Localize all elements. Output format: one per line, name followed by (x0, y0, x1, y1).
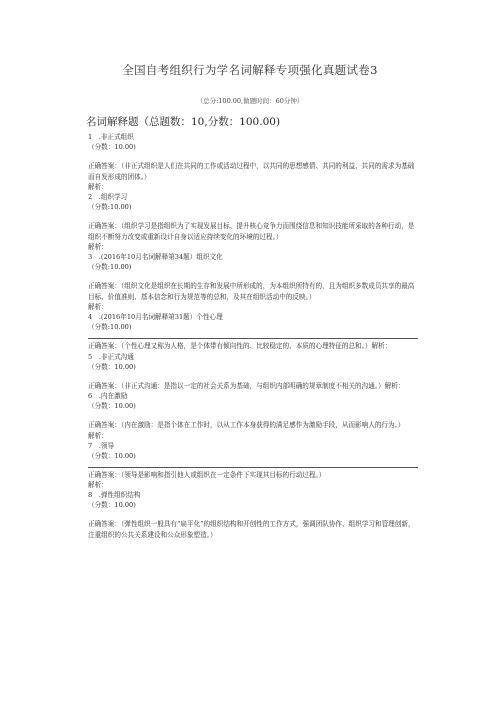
answer-text: 正确答案：（弹性组织一般具有“扁平化”的组织结构和开创性的工作方式，强调团队协作、组织学习和管理创新，注重组织的公共关系建设和公众形象塑造。） (88, 520, 415, 539)
question-title: 5 .非正式沟通 (88, 352, 134, 361)
question-title: 1 .非正式组织 (88, 133, 134, 141)
question-score: （分数：10.00) (88, 362, 136, 371)
question-score: （分数:10.00) (88, 323, 132, 331)
question-title: 2 .组织学习 (88, 193, 128, 201)
answer-text (88, 381, 418, 392)
analysis-label: 解析： (384, 381, 405, 390)
question-item (88, 312, 418, 352)
question-item (88, 490, 418, 540)
question-item (88, 132, 418, 192)
question-title: 4 .(2016年10月名词解释第31题）个性心理 (88, 313, 223, 321)
answer-text: 正确答案：（领导是影响和指引他人或组织在一定条件下实现其目标的行动过程。） (88, 467, 418, 481)
question-item (88, 192, 418, 252)
answer-text (88, 338, 418, 352)
question-score: （分数:10.00) (88, 263, 132, 271)
question-title: 6 .内在激励 (88, 392, 128, 400)
analysis-label: 解析： (88, 431, 108, 440)
analysis-label: 解析： (88, 183, 108, 191)
question-item (88, 441, 418, 491)
analysis-label: 解析： (88, 303, 108, 311)
answer-text: 正确答案：（组织学习是指组织为了实现发展目标、提升核心竞争力而围绕信息和知识技能所采取的各种行动，是组织不断努力改变或重新设计自身以适应持续变化的环境的过程。） (88, 222, 415, 241)
question-item (88, 352, 418, 392)
question-title: 8 .弹性组织结构 (88, 491, 141, 499)
answer-body: 正确答案：（非正式沟通：是指以一定的社会关系为基础，与组织内部明确的规章制度不相关的沟通。） (88, 381, 385, 390)
answer-text: 正确答案：（内在激励：是指个体在工作时，以从工作本身获得的满足感作为激励手段，从而影响人的行为。） (88, 421, 405, 429)
question-title: 3 .(2016年10月名词解释第34题）组织文化 (88, 253, 223, 261)
document-title: 全国自考组织行为学名词解释专项强化真题试卷3 (122, 63, 378, 77)
answer-text: 正确答案：（组织文化是组织在长期的生存和发展中所形成的，为本组织所特有的，且为组织多数成员共享的最高目标、价值准则、基本信念和行为规范等的总和，及其在组织活动中的反映。） (88, 282, 415, 301)
question-item (88, 252, 418, 312)
answer-body: 正确答案：（个性心理又称为人格，是个体带有倾向性的、比较稳定的、本质的心理特征的总和。） (88, 342, 372, 350)
question-list (88, 132, 418, 540)
exam-meta: （总分:100.00,做题时间：60分钟） (196, 97, 304, 105)
question-title: 7 .领导 (88, 441, 115, 450)
question-score: （分数：10.00) (88, 402, 136, 410)
question-score: （分数：10.00) (88, 143, 136, 151)
question-item (88, 391, 418, 441)
analysis-label: 解析： (88, 481, 108, 489)
question-score: （分数:10.00) (88, 203, 132, 211)
section-heading: 名词解释题（总题数：10,分数：100.00) (86, 116, 281, 128)
question-score: （分数：10.00) (88, 501, 136, 509)
analysis-label: 解析： (88, 243, 108, 251)
question-score: （分数：10.00) (88, 451, 136, 460)
answer-text: 正确答案：（非正式组织是人们在共同的工作或活动过程中，以共同的思想感情、共同的利益、共同的需求为基础而自发形成的团体。） (88, 162, 415, 181)
analysis-label: 解析： (371, 342, 392, 350)
